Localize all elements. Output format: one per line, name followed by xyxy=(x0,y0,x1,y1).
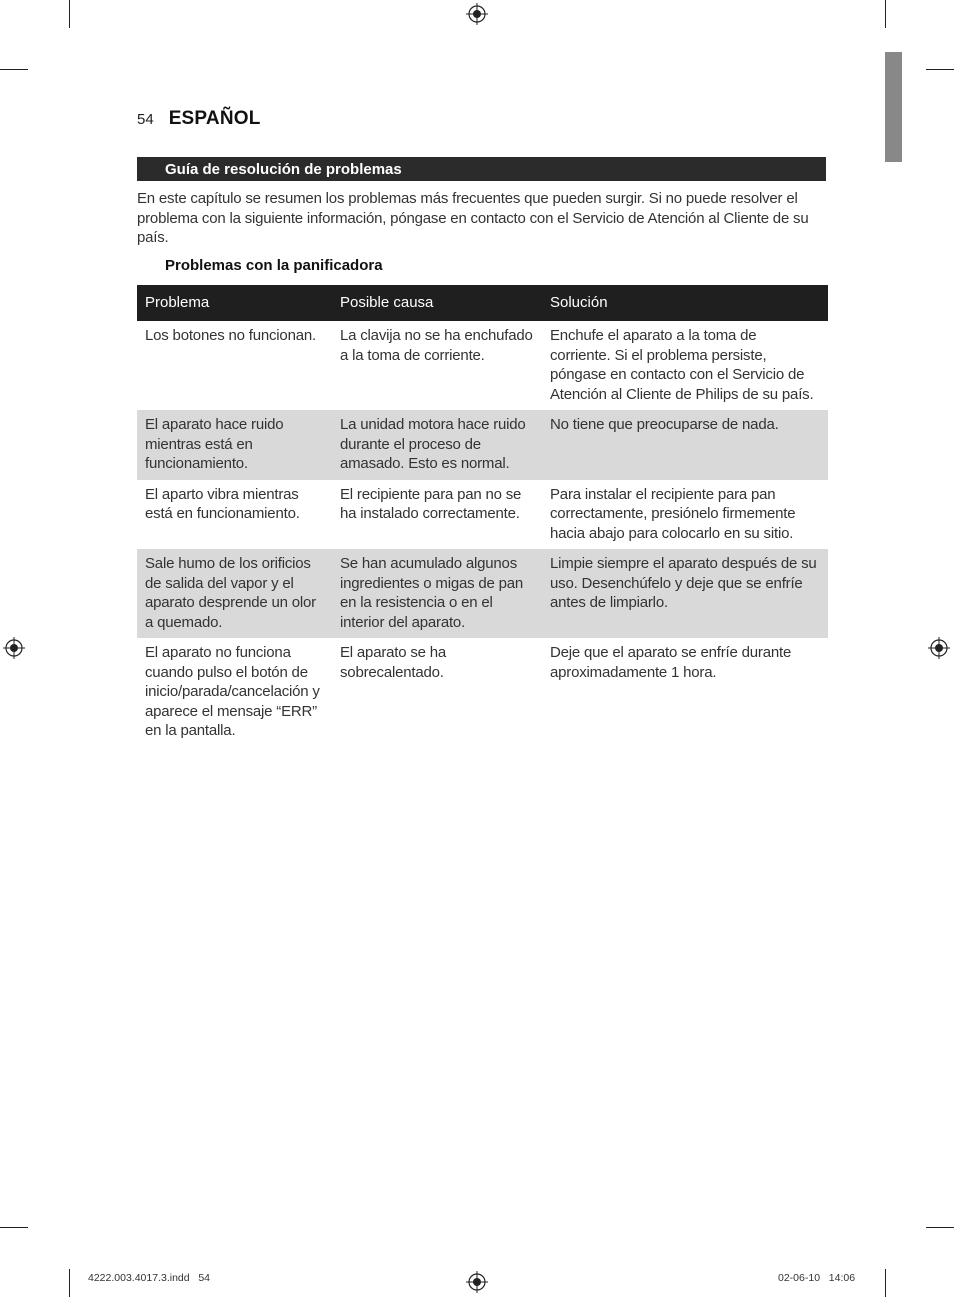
subheading: Problemas con la panificadora xyxy=(165,257,383,274)
footer-date: 02-06-10 14:06 xyxy=(778,1272,856,1284)
cell-cause: Se han acumulado algunos ingredientes o migas de pan en la resistencia o en el interior del aparato. xyxy=(332,549,542,638)
section-title-bar xyxy=(137,157,826,181)
cell-solution: Para instalar el recipiente para pan correctamente, presiónelo firmemente hacia abajo para colocarlo en su sitio. xyxy=(550,485,796,542)
intro-paragraph: En este capítulo se resumen los problemas más frecuentes que pueden surgir. Si no puede resolver el problema con la siguiente información, póngase en contacto con el Servicio de Atención al Cliente de su país. xyxy=(137,190,809,246)
page-number: 54 xyxy=(137,111,154,128)
registration-mark-icon xyxy=(928,637,950,659)
registration-mark-icon xyxy=(3,637,25,659)
crop-mark xyxy=(0,69,28,70)
column-header-solution: Solución xyxy=(542,285,828,321)
troubleshooting-table xyxy=(137,285,828,747)
crop-mark xyxy=(0,1227,28,1228)
cell-problem: Los botones no funcionan. xyxy=(145,327,316,344)
section-title: Guía de resolución de problemas xyxy=(165,160,402,178)
page-header xyxy=(137,108,261,130)
table-row xyxy=(137,410,828,480)
footer-file-name: 4222.003.4017.3.indd 54 xyxy=(88,1272,211,1284)
cell-cause: La clavija no se ha enchufado a la toma de corriente. xyxy=(340,327,533,364)
column-header-problem: Problema xyxy=(137,285,332,321)
crop-mark xyxy=(69,1269,70,1297)
crop-mark xyxy=(926,1227,954,1228)
cell-cause: El recipiente para pan no se ha instalado correctamente. xyxy=(340,485,522,522)
table-row xyxy=(137,638,828,747)
table-row xyxy=(137,480,828,550)
cell-problem: El aparato no funciona cuando pulso el botón de inicio/parada/cancelación y aparece el mensaje “ERR” en la pantalla. xyxy=(145,644,320,739)
column-header-cause: Posible causa xyxy=(332,285,542,321)
cell-cause: El aparato se ha sobrecalentado. xyxy=(340,644,447,681)
cell-cause: La unidad motora hace ruido durante el proceso de amasado. Esto es normal. xyxy=(332,410,542,480)
cell-solution: No tiene que preocuparse de nada. xyxy=(542,410,828,480)
table-row xyxy=(137,321,828,410)
thumb-index-tab xyxy=(885,52,902,162)
registration-mark-icon xyxy=(466,1271,488,1293)
cell-solution: Limpie siempre el aparato después de su uso. Desenchúfelo y deje que se enfríe antes de limpiarlo. xyxy=(542,549,828,638)
table-row xyxy=(137,549,828,638)
cell-solution: Enchufe el aparato a la toma de corriente. Si el problema persiste, póngase en contacto con el Servicio de Atención al Cliente de Philips de su país. xyxy=(550,327,814,403)
language-heading: ESPAÑOL xyxy=(168,108,261,129)
cell-problem: Sale humo de los orificios de salida del vapor y el aparato desprende un olor a quemado. xyxy=(137,549,332,638)
crop-mark xyxy=(885,0,886,28)
crop-mark xyxy=(885,1269,886,1297)
table-header-row xyxy=(137,285,828,321)
cell-solution: Deje que el aparato se enfríe durante aproximadamente 1 hora. xyxy=(550,644,792,681)
registration-mark-icon xyxy=(466,3,488,25)
crop-mark xyxy=(69,0,70,28)
cell-problem: El aparato hace ruido mientras está en funcionamiento. xyxy=(137,410,332,480)
crop-mark xyxy=(926,69,954,70)
cell-problem: El aparto vibra mientras está en funcionamiento. xyxy=(145,485,300,522)
